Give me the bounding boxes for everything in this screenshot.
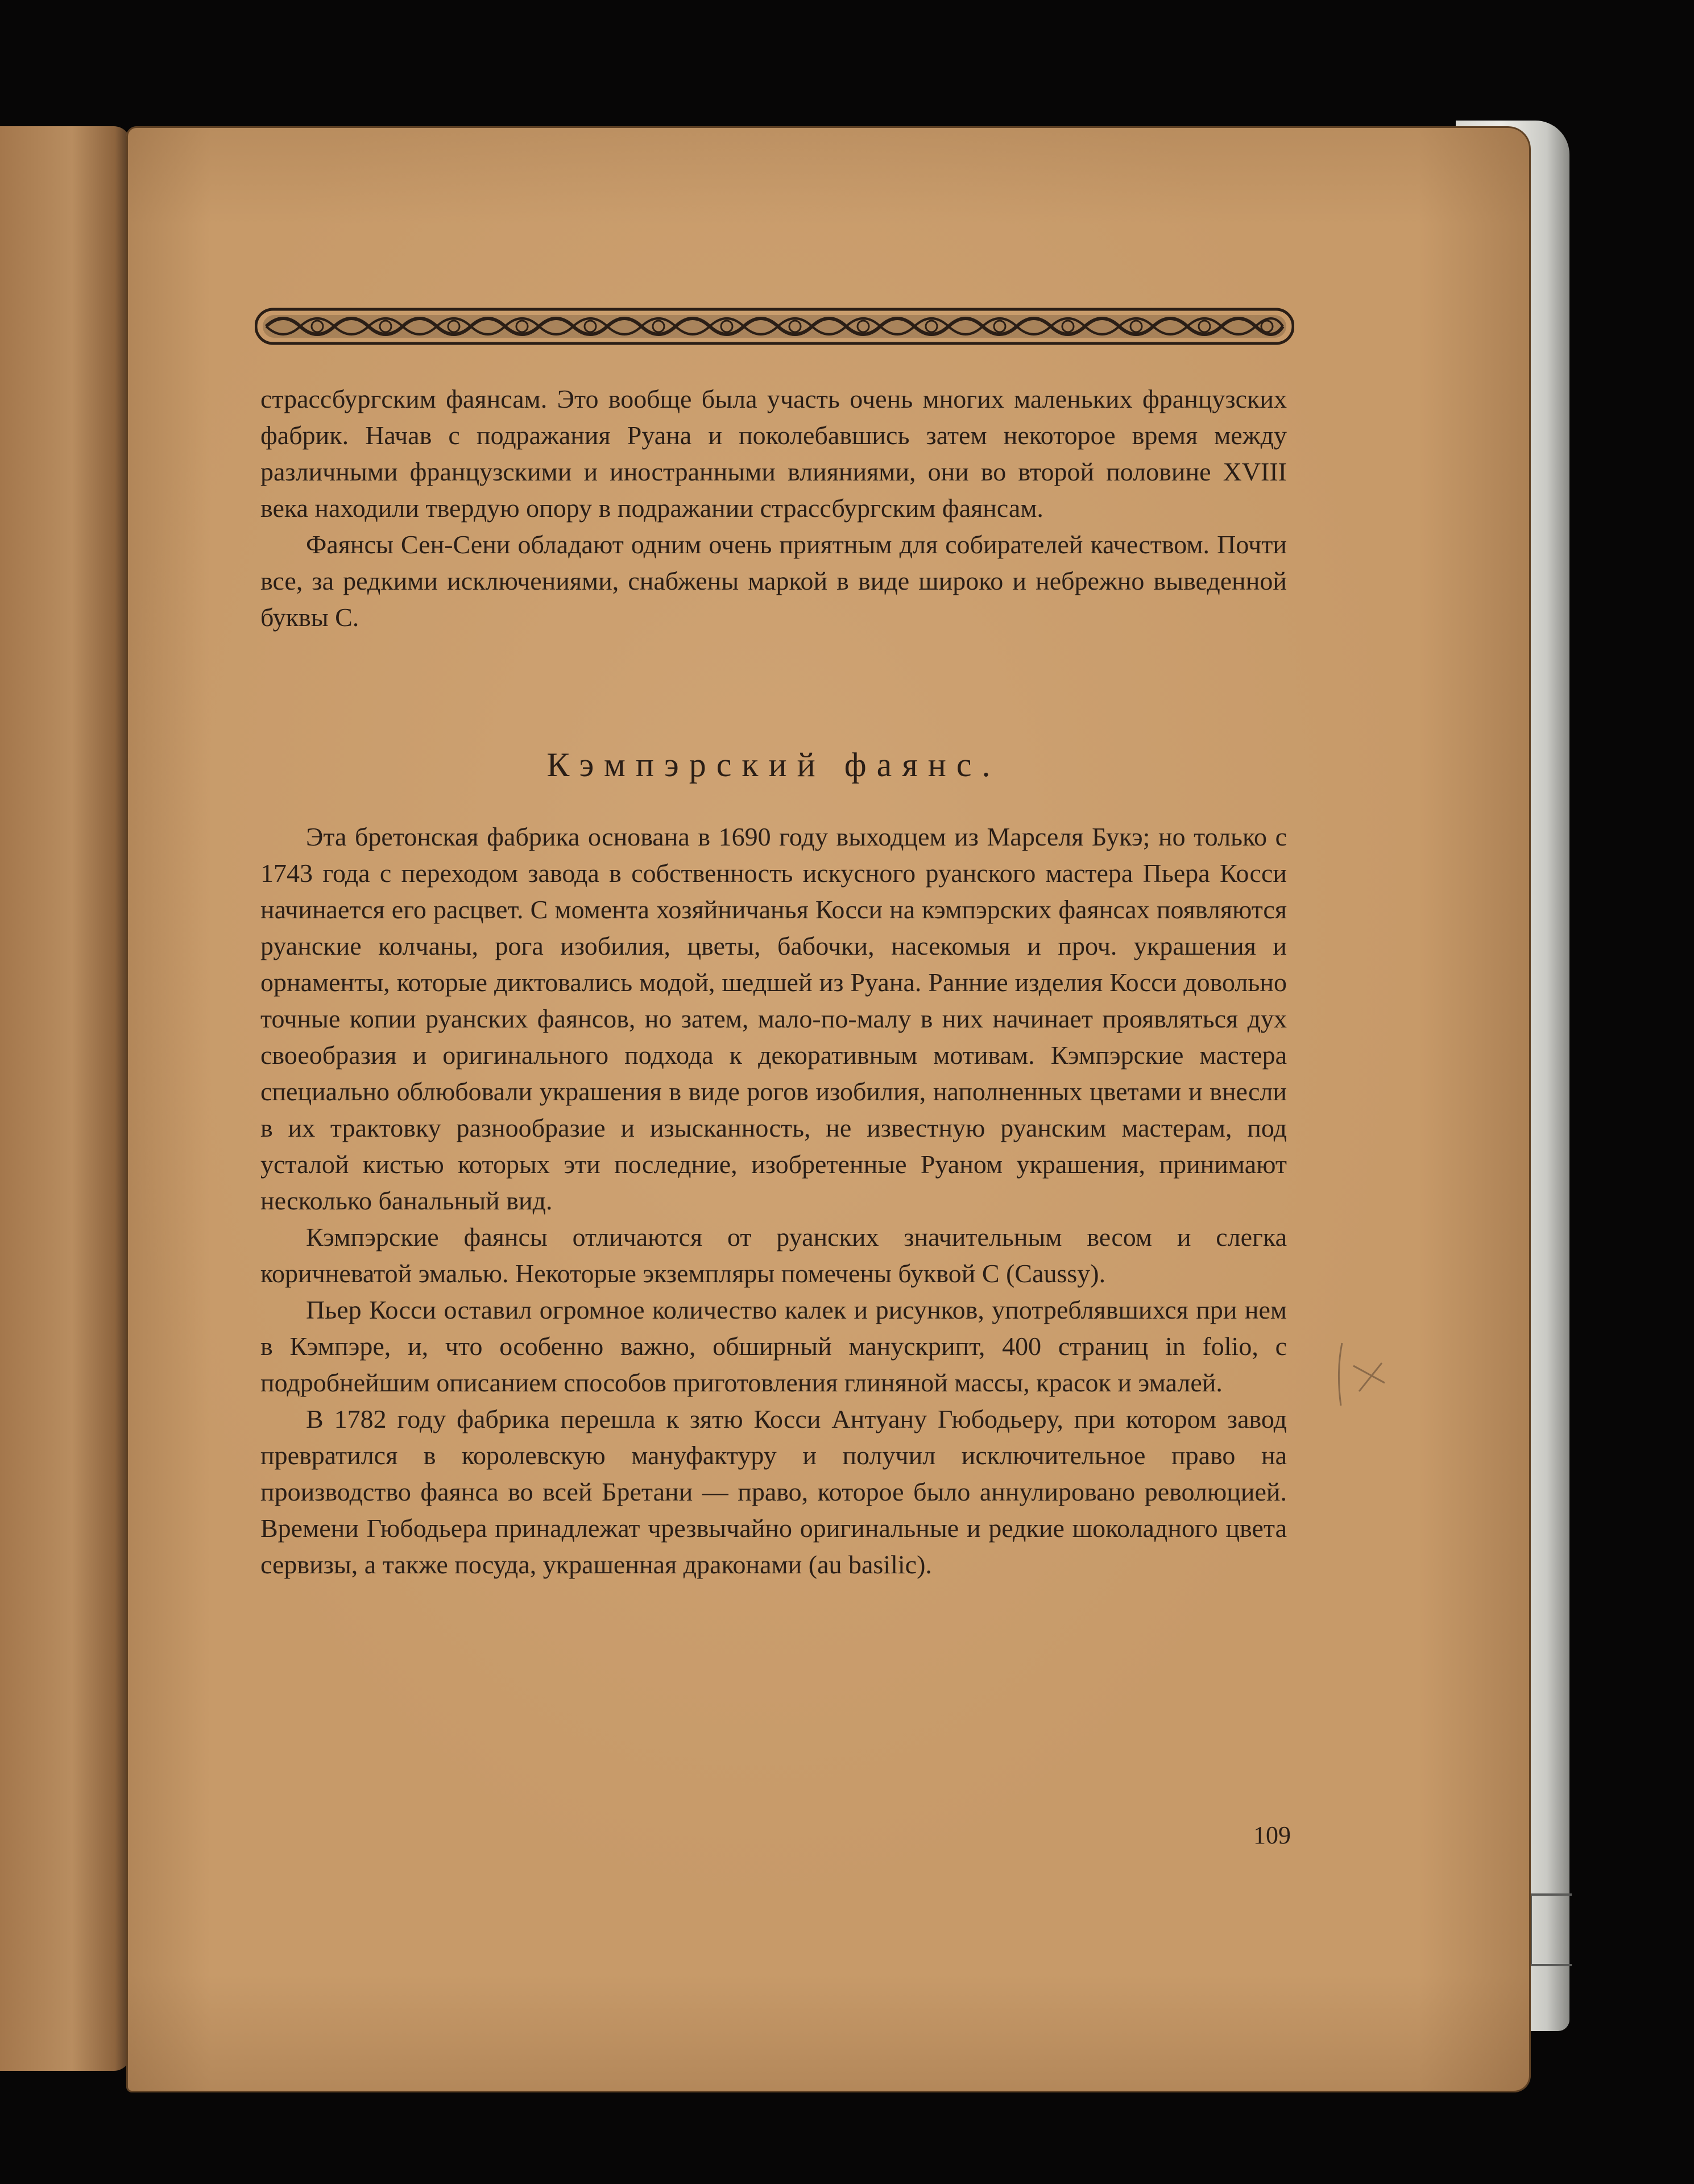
sheet-frame-mark xyxy=(1530,1893,1572,1966)
section-paragraph-4: В 1782 году фабрика перешла к зятю Косси Антуану Гюбодьеру, при котором завод превратился в королевскую мануфактуру и получил исключительное право на производство фаянса во всей Бретани — право, которое было аннулировано революцией. Времени Гюбодьера принадлежат чрезвычайно оригинальные и редкие шоколадного цвета сервизы, а также посуда, украшенная драконами (au basilic). xyxy=(260,1404,1287,1579)
intro-paragraph-1: страссбургским фаянсам. Это вообще была участь очень многих маленьких французских фабрик. Начав с подражания Руана и поколебавшись затем некоторое время между различными французскими и иностранными влияниями, они во второй половине XVIII века находили твердую опору в подражании страссбургским фаянсам. xyxy=(260,384,1287,523)
intro-paragraph-2: Фаянсы Сен-Сени обладают одним очень приятным для собирателей качеством. Почти все, за редкими исключениями, снабжены маркой в виде широко и небрежно выведенной буквы С. xyxy=(260,530,1287,632)
pencil-x-mark-icon xyxy=(1331,1337,1393,1411)
vine-scroll-ornament-icon xyxy=(255,306,1294,347)
intro-text xyxy=(260,381,1287,636)
section-paragraph-1: Эта бретонская фабрика основана в 1690 году выходцем из Марселя Букэ; но только с 1743 года с переходом завода в собственность искусного руанского мастера Пьера Косси начинается его расцвет. С момента хозяйничанья Косси на кэмпэрских фаянсах появляются руанские колчаны, рога изобилия, цветы, бабочки, насекомыя и проч. украшения и орнаменты, которые диктовались модой, шедшей из Руана. Ранние изделия Косси довольно точные копии руанских фаянсов, но затем, мало-по-малу в них начинает проявляться дух своеобразия и оригинального подхода к декоративным мотивам. Кэмпэрские мастера специально облюбовали украшения в виде рогов изобилия, наполненных цветами и внесли в их трактовку разнообразие и изысканность, не известную руанским мастерам, под усталой кистью которых эти последние, изобретенные Руаном украшения, принимают несколько банальный вид. xyxy=(260,822,1287,1215)
previous-page-edge xyxy=(0,126,131,2071)
section-heading: Кэмпэрский фаянс. xyxy=(546,746,1001,784)
section-text xyxy=(260,819,1287,1583)
section-paragraph-3: Пьер Косси оставил огромное количество калек и рисунков, употреблявшихся при нем в Кэмпэре, и, что особенно важно, обширный манускрипт, 400 страниц in folio, с подробнейшим описанием способов приготовления глиняной массы, красок и эмалей. xyxy=(260,1295,1287,1397)
page-number: 109 xyxy=(1253,1821,1291,1849)
section-paragraph-2: Кэмпэрские фаянсы отличаются от руанских значительным весом и слегка коричневатой эмалью. Некоторые экземпляры помечены буквой С (Caussy). xyxy=(260,1222,1287,1288)
